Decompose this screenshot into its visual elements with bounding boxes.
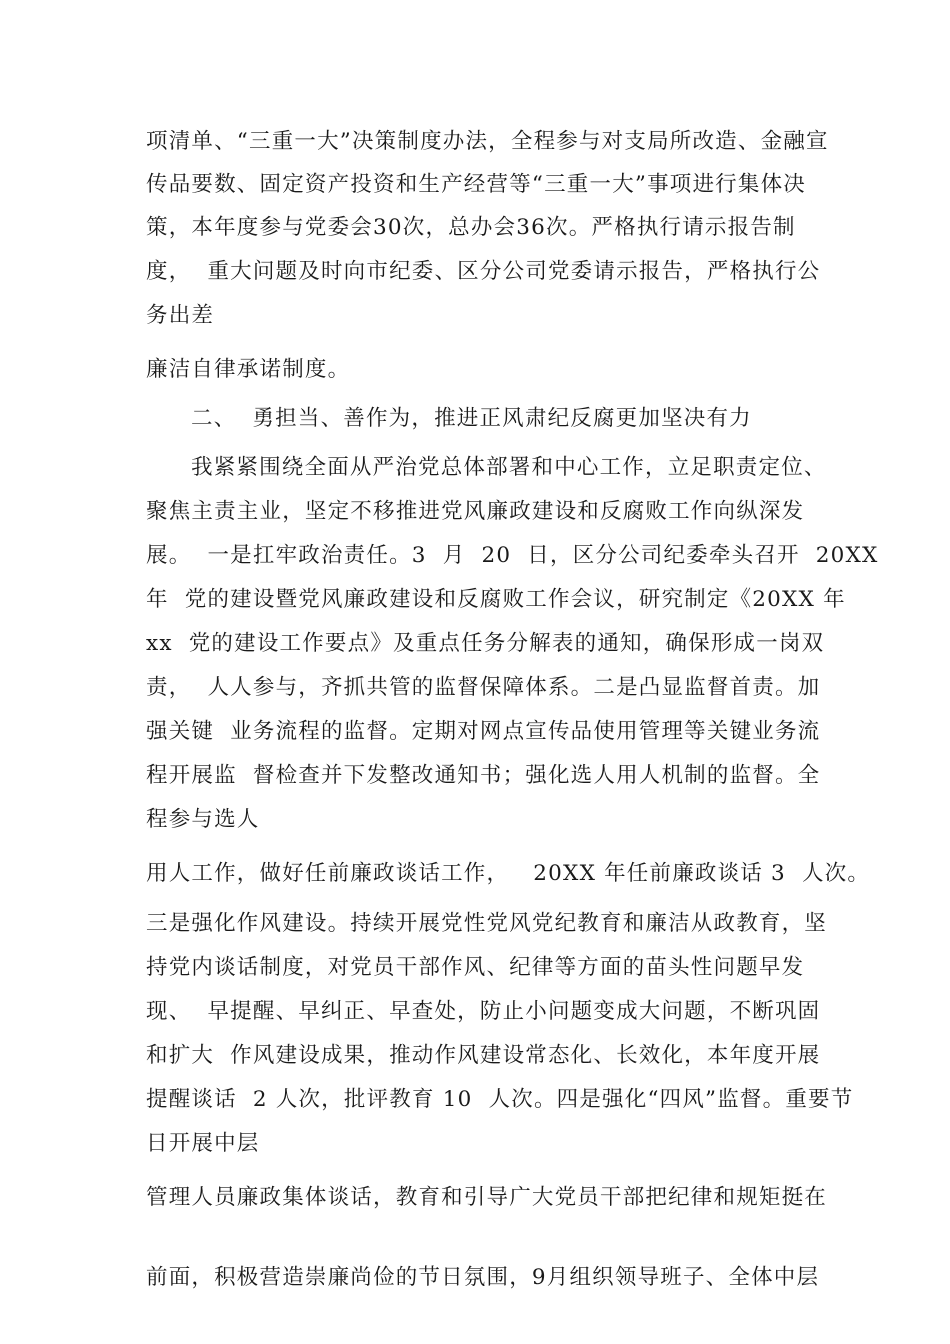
paragraph-line: 传品要数、固定资产投资和生产经营等“三重一大”事项进行集体决 <box>146 172 806 197</box>
paragraph-line: 责， 人人参与，齐抓共管的监督保障体系。二是凸显监督首责。加 <box>146 675 821 700</box>
paragraph-line: 日开展中层 <box>146 1131 260 1156</box>
paragraph-line: 年 党的建设暨党风廉政建设和反腐败工作会议，研究制定《20XX 年 <box>146 587 846 612</box>
section-heading: 二、 勇担当、善作为，推进正风肃纪反腐更加坚决有力 <box>191 406 752 431</box>
paragraph-line: 展。 一是扛牢政治责任。3 月 20 日，区分公司纪委牵头召开 20XX <box>146 543 879 568</box>
paragraph-line: 务出差 <box>146 303 215 328</box>
paragraph-line: 持党内谈话制度，对党员干部作风、纪律等方面的苗头性问题早发 <box>146 955 805 980</box>
paragraph-line: 廉洁自律承诺制度。 <box>146 357 351 382</box>
paragraph-line: 和扩大 作风建设成果，推动作风建设常态化、长效化，本年度开展 <box>146 1043 821 1068</box>
paragraph-line: 三是强化作风建设。持续开展党性党风党纪教育和廉洁从政教育，坚 <box>146 911 828 936</box>
paragraph-line: 提醒谈话 2 人次，批评教育 10 人次。四是强化“四风”监督。重要节 <box>146 1087 854 1112</box>
paragraph-line: 前面，积极营造崇廉尚俭的节日氛围，9月组织领导班子、全体中层 <box>146 1265 820 1290</box>
paragraph-line: 现、 早提醒、早纠正、早查处，防止小问题变成大问题，不断巩固 <box>146 999 821 1024</box>
paragraph-line: xx 党的建设工作要点》及重点任务分解表的通知，确保形成一岗双 <box>146 631 825 656</box>
paragraph-line: 我紧紧围绕全面从严治党总体部署和中心工作，立足职责定位、 <box>191 455 827 480</box>
paragraph-line: 程参与选人 <box>146 807 260 832</box>
paragraph-line: 用人工作，做好任前廉政谈话工作， 20XX 年任前廉政谈话 3 人次。 <box>146 861 871 886</box>
paragraph-line: 强关键 业务流程的监督。定期对网点宣传品使用管理等关键业务流 <box>146 719 821 744</box>
paragraph-line: 项清单、“三重一大”决策制度办法，全程参与对支局所改造、金融宣 <box>146 129 829 154</box>
paragraph-line: 管理人员廉政集体谈话，教育和引导广大党员干部把纪律和规矩挺在 <box>146 1185 828 1210</box>
paragraph-line: 程开展监 督检查并下发整改通知书；强化选人用人机制的监督。全 <box>146 763 821 788</box>
paragraph-line: 度， 重大问题及时向市纪委、区分公司党委请示报告，严格执行公 <box>146 259 821 284</box>
paragraph-line: 策，本年度参与党委会30次，总办会36次。严格执行请示报告制 <box>146 215 796 240</box>
paragraph-line: 聚焦主责主业，坚定不移推进党风廉政建设和反腐败工作向纵深发 <box>146 499 805 524</box>
